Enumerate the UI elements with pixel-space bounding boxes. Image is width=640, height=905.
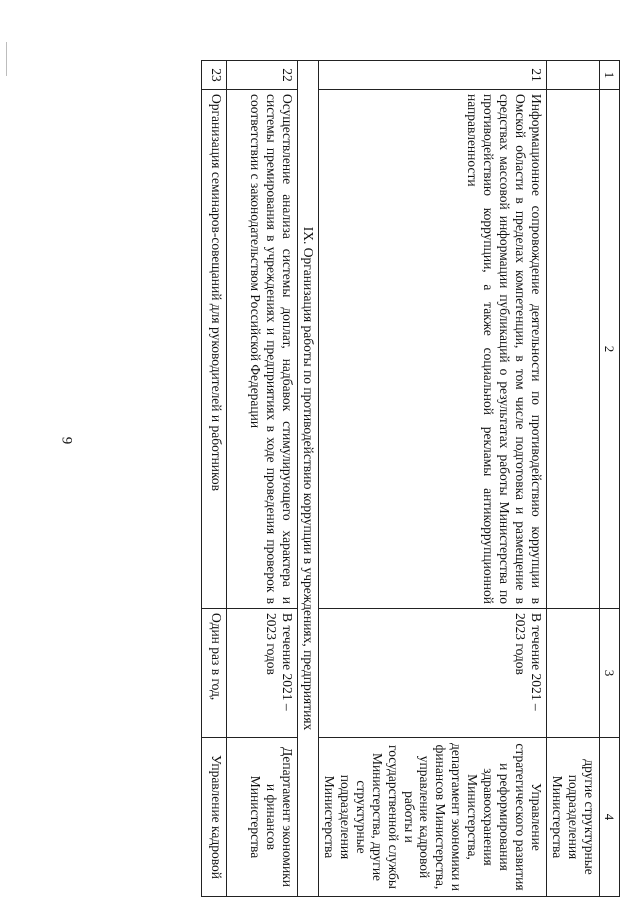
continued-responsible: другие структурные подразделения Министерства	[546, 738, 599, 897]
row-responsible: Управление кадровой	[202, 738, 227, 897]
row-number: 22	[227, 61, 298, 90]
section-heading-row	[298, 61, 319, 897]
table-row-21	[319, 61, 547, 897]
scan-margin-mark	[6, 42, 7, 76]
section-title: IX. Организация работы по противодействию коррупции в учреждениях, предприятиях	[298, 61, 319, 897]
table-row-continued	[546, 61, 599, 897]
page-number: 9	[58, 436, 75, 445]
header-col-2: 2	[599, 90, 619, 609]
rotated-page	[80, 60, 620, 892]
row-number: 21	[319, 61, 547, 90]
header-col-4: 4	[599, 738, 619, 897]
row-number: 23	[202, 61, 227, 90]
row-measure-text: Информационное сопровождение деятельности по противодействию коррупции в Омской области в пределах компетенции, в том числе подготовка и размещение в средствах массовой информации публикаций о результатах работы Министерства по противодействию коррупции, а также социальной рекламы антикоррупционной направленности	[319, 90, 547, 609]
row-measure-text: Осуществление анализа системы доплат, надбавок стимулирующего характера и системы премирования в учреждениях и предприятиях в ходе проведения проверок в соответствии с законодательством Российской Федерации	[227, 90, 298, 609]
header-col-3: 3	[599, 609, 619, 738]
header-col-1: 1	[599, 61, 619, 90]
row-measure-text: Организация семинаров-совещаний для руководителей и работников	[202, 90, 227, 609]
table-row-23	[202, 61, 227, 897]
row-responsible: Управление стратегического развития и реформирования здравоохранения Министерства, департамент экономики и финансов Министерства, управление кадровой работы и государственной службы Министерства, другие структурные подразделения Министерства	[319, 738, 547, 897]
row-term: Один раз в год,	[202, 609, 227, 738]
plan-table	[201, 60, 620, 897]
table-header-row	[599, 61, 619, 897]
row-term: В течение 2021 – 2023 годов	[227, 609, 298, 738]
table-row-22	[227, 61, 298, 897]
row-responsible: Департамент экономики и финансов Министерства	[227, 738, 298, 897]
row-term: В течение 2021 – 2023 годов	[319, 609, 547, 738]
